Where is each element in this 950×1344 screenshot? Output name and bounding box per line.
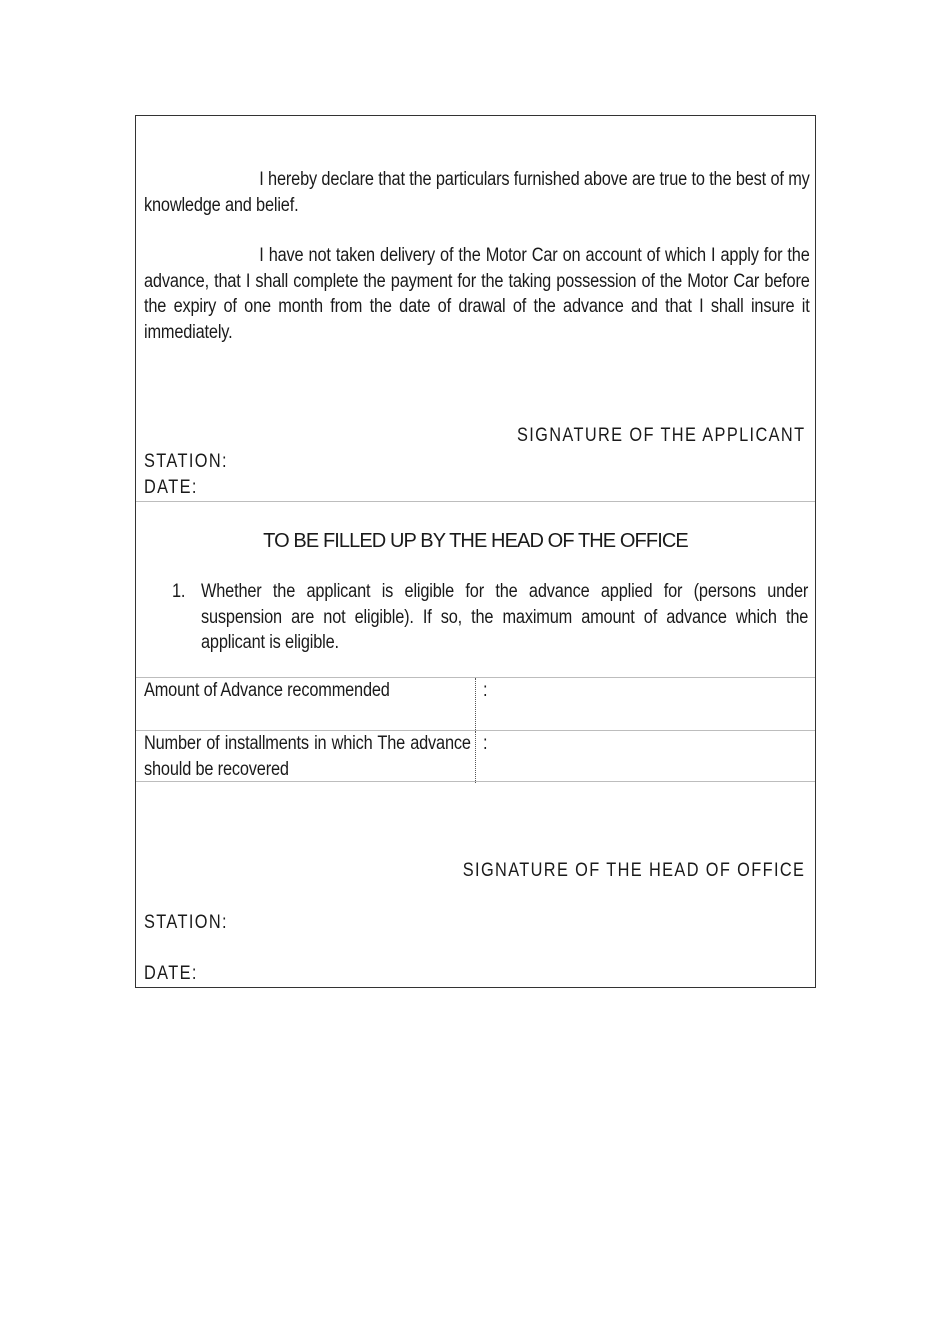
form-frame xyxy=(135,115,816,988)
office-station-label: STATION: xyxy=(144,912,228,933)
office-section-heading: TO BE FILLED UP BY THE HEAD OF THE OFFICE xyxy=(263,530,688,552)
column-divider xyxy=(475,678,476,730)
installments-label: Number of installments in which The advance should be recovered xyxy=(144,733,471,780)
declaration-text-2: I have not taken delivery of the Motor Car on account of which I apply for the advance, that I shall complete the payment for the taking possession of the Motor Car before the expiry of one month from the date of drawal of the advance and that I shall insure it immediately. xyxy=(144,245,810,343)
advance-details-table xyxy=(136,677,815,782)
applicant-date-label: DATE: xyxy=(144,477,198,498)
declaration-text-1: I hereby declare that the particulars furnished above are true to the best of my knowledge and belief. xyxy=(144,169,810,216)
eligibility-item-number: 1. xyxy=(172,581,186,602)
eligibility-item-text: Whether the applicant is eligible for the advance applied for (persons under suspension are not eligible). If so, the maximum amount of advance which the applicant is eligible. xyxy=(201,581,809,653)
table-row xyxy=(136,730,815,783)
declaration-paragraph-2 xyxy=(144,243,810,345)
applicant-declaration-section xyxy=(136,116,815,501)
table-row xyxy=(136,678,815,730)
declaration-paragraph-1 xyxy=(144,167,810,218)
installments-field[interactable]: : xyxy=(483,733,488,754)
office-date-label: DATE: xyxy=(144,963,198,984)
amount-recommended-label: Amount of Advance recommended xyxy=(144,680,390,701)
amount-recommended-field[interactable]: : xyxy=(483,680,488,701)
applicant-station-label: STATION: xyxy=(144,451,228,472)
head-of-office-section xyxy=(136,501,815,678)
head-of-office-signature-section xyxy=(136,781,815,987)
head-of-office-signature-label: SIGNATURE OF THE HEAD OF OFFICE xyxy=(462,860,805,881)
applicant-signature-label: SIGNATURE OF THE APPLICANT xyxy=(516,425,805,446)
column-divider xyxy=(475,731,476,783)
